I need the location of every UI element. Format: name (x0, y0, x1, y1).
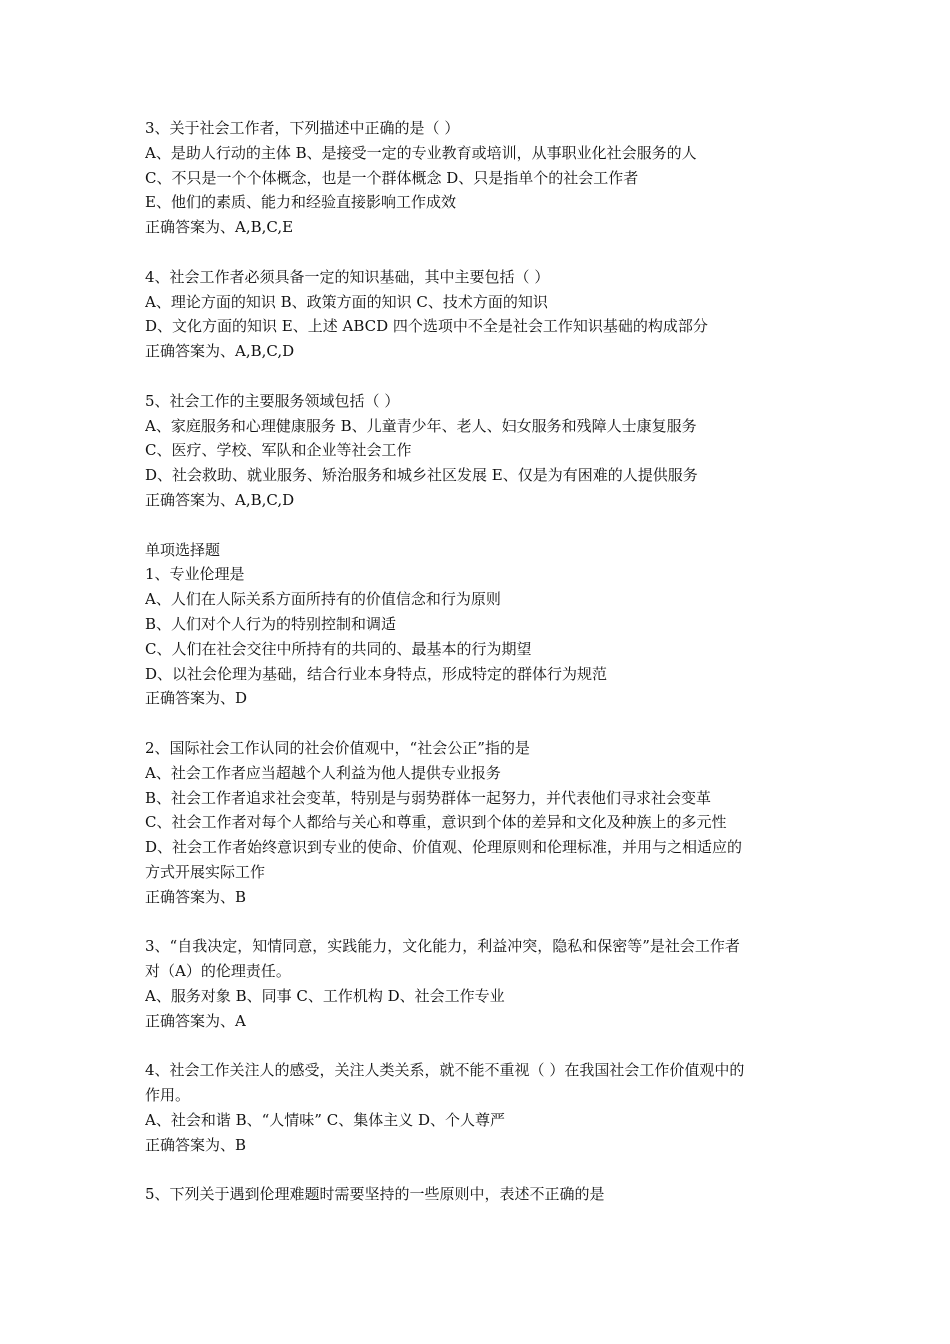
answer-line: 正确答案为、A,B,C,E (145, 218, 294, 237)
option-line: A、服务对象 B、同事 C、工作机构 D、社会工作专业 (145, 986, 505, 1005)
question-block-sq1 (145, 538, 815, 712)
answer-line: 正确答案为、A (145, 1011, 246, 1030)
question-text: 5、下列关于遇到伦理难题时需要坚持的一些原则中，表述不正确的是 (145, 1185, 605, 1204)
question-text: 1、专业伦理是 (145, 565, 245, 584)
spacer (145, 711, 815, 736)
question-text: 5、社会工作的主要服务领域包括（ ） (145, 391, 400, 410)
option-line: D、社会救助、就业服务、矫治服务和城乡社区发展 E、仅是为有困难的人提供服务 (145, 466, 698, 485)
option-line: A、家庭服务和心理健康服务 B、儿童青少年、老人、妇女服务和残障人士康复服务 (145, 416, 697, 435)
question-block-mq4 (145, 265, 815, 364)
question-text: 4、社会工作关注人的感受，关注人类关系，就不能不重视（ ）在我国社会工作价值观中的 (145, 1061, 745, 1080)
document-page (145, 116, 815, 1207)
question-text: 3、“自我决定，知情同意，实践能力，文化能力，利益冲突，隐私和保密等”是社会工作者 (145, 937, 740, 956)
question-block-sq3 (145, 934, 815, 1033)
question-text-continued: 作用。 (145, 1086, 191, 1105)
spacer (145, 910, 815, 935)
question-block-sq4 (145, 1058, 815, 1157)
option-line: C、社会工作者对每个人都给与关心和尊重，意识到个体的差异和文化及种族上的多元性 (145, 813, 727, 832)
question-text-continued: 对（A）的伦理责任。 (145, 962, 291, 981)
option-line: D、社会工作者始终意识到专业的使命、价值观、伦理原则和伦理标准，并用与之相适应的 (145, 838, 743, 857)
option-line: A、理论方面的知识 B、政策方面的知识 C、技术方面的知识 (145, 292, 548, 311)
option-line: B、人们对个人行为的特别控制和调适 (145, 614, 397, 633)
spacer (145, 240, 815, 265)
option-line: A、是助人行动的主体 B、是接受一定的专业教育或培训，从事职业化社会服务的人 (145, 143, 697, 162)
answer-line: 正确答案为、D (145, 689, 248, 708)
option-line: A、社会和谐 B、“人情味” C、集体主义 D、个人尊严 (145, 1110, 506, 1129)
question-block-mq3 (145, 116, 815, 240)
question-text: 3、关于社会工作者，下列描述中正确的是（ ） (145, 119, 460, 137)
option-line: B、社会工作者追求社会变革，特别是与弱势群体一起努力，并代表他们寻求社会变革 (145, 788, 712, 807)
question-block-sq2 (145, 736, 815, 910)
question-text: 4、社会工作者必须具备一定的知识基础，其中主要包括（ ） (145, 267, 550, 286)
question-block-sq5 (145, 1182, 815, 1207)
option-line-continued: 方式开展实际工作 (145, 862, 266, 881)
spacer (145, 364, 815, 389)
answer-line: 正确答案为、B (145, 887, 247, 906)
option-line: C、人们在社会交往中所持有的共同的、最基本的行为期望 (145, 639, 532, 658)
section-heading: 单项选择题 (145, 540, 221, 559)
option-line: D、以社会伦理为基础，结合行业本身特点，形成特定的群体行为规范 (145, 664, 608, 683)
option-line: A、人们在人际关系方面所持有的价值信念和行为原则 (145, 590, 501, 609)
option-line: C、不只是一个个体概念，也是一个群体概念 D、只是指单个的社会工作者 (145, 168, 639, 187)
answer-line: 正确答案为、B (145, 1135, 247, 1154)
answer-line: 正确答案为、A,B,C,D (145, 490, 295, 509)
option-line: C、医疗、学校、军队和企业等社会工作 (145, 441, 412, 460)
question-block-mq5 (145, 389, 815, 513)
question-text: 2、国际社会工作认同的社会价值观中，“社会公正”指的是 (145, 738, 530, 757)
spacer (145, 513, 815, 538)
option-line: E、他们的素质、能力和经验直接影响工作成效 (145, 193, 456, 212)
option-line: D、文化方面的知识 E、上述 ABCD 四个选项中不全是社会工作知识基础的构成部分 (145, 317, 708, 336)
answer-line: 正确答案为、A,B,C,D (145, 342, 295, 361)
option-line: A、社会工作者应当超越个人利益为他人提供专业报务 (145, 763, 501, 782)
spacer (145, 1157, 815, 1182)
spacer (145, 1033, 815, 1058)
